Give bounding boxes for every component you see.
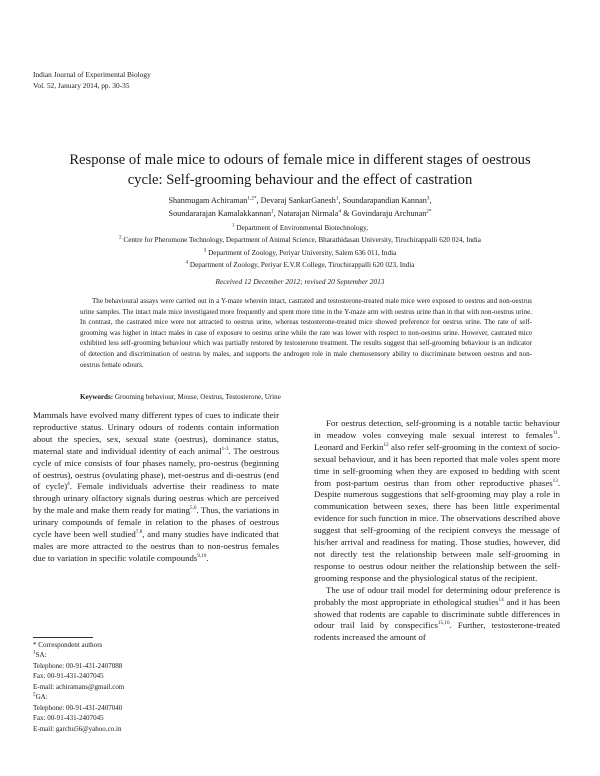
title-line-2: cycle: Self-grooming behaviour and the effect of castration (127, 172, 473, 188)
affiliations (20, 222, 580, 272)
received-dates: Received 12 December 2012; revised 20 September 2013 (215, 277, 385, 286)
citation: 5,6 (190, 505, 197, 512)
footnote-corresponding: * Correspondent authors (33, 641, 103, 649)
journal-issue: Vol. 52, January 2014, pp. 30-35 (33, 80, 130, 90)
author-affil-mark: 2* (426, 208, 432, 215)
author-line-1: Shanmugam Achiraman$^{1,2*}$, Devaraj SankarGanesh$^1$, Soundarapandian Kannan$^3$, (168, 195, 432, 205)
paragraph: Mammals have evolved many different types of cues to indicate their reproductive status. Urinary odours of rodents contain information about the species, sex, sexual state (oestrus), dominance status, maternal state and individual identity of each animal$^{1-3}$. The oestrous cycle of mice consists of four phases namely, pro-oestrus (beginning of oestrus), oestrus (ovulating phase), met-oestrus and di-oestrus (end of cycle)$^4$. Female individuals advertise their readiness to mate through urinary olfactory signals during oestrus which are perceived by the male and make them ready for mating$^{5,6}$. Thus, the variations in urinary compounds of female in relation to the phases of oestrous cycle have been well studied$^{7,8}$, and many studies have indicated that males are more attracted to the oestrus than to non-oestrus females due to variation in specific volatile compounds$^{9,10}$. (33, 410, 279, 563)
footnote-email: E-mail: achiramans@gmail.com (33, 682, 125, 691)
author-name: & Govindaraju Archunan (341, 209, 427, 218)
journal-header (33, 70, 151, 91)
keywords-label: Keywords: (80, 393, 114, 401)
affiliation-3: $^3$ Department of Zoology, Periyar University, Salem 636 011, India (203, 247, 397, 257)
citation: 1-3 (221, 445, 229, 452)
citation: 12 (383, 441, 389, 448)
citation: 14 (498, 596, 504, 603)
author-affil-mark: 1 (271, 208, 274, 215)
abstract: The behavioural assays were carried out in a Y-maze wherein intact, castrated and testosterone-treated male mice were exposed to oestrus and non-oestrus urine samples. The intact male mice investigated more frequently and spent more time in the Y-maze arm with oestrus urine than in that with non-oestrus urine. In contrast, the castrated mice were not attracted to oestrus urine, whereas testosterone-treated mice showed preference for oestrus urine. The rate of self-grooming was higher in intact males in case of exposure to oestrus urine while the rate was lower with respect to non-oestrus urine. However, castrated mice exhibited less self-grooming behaviour which was partially restored by testosterone treatment. The results suggest that self-grooming behaviour is an indicator of detection and discrimination of oestrus by males, and supports the androgen role in male chemosensory ability to discriminate between oestrus and non-oestrus female odours. (80, 297, 532, 369)
keywords (80, 393, 540, 401)
author-affil-mark: 1 (335, 195, 339, 202)
footnote-telephone: Telephone: 00-91-431-2407040 (33, 703, 123, 712)
footnote-email: E-mail: garchu56@yahoo.co.in (33, 724, 122, 733)
body-column-left (33, 410, 279, 565)
author-name: Soundararajan Kamalakkannan (168, 209, 272, 218)
affiliation-1: $^1$ Department of Environmental Biotechnology, (231, 222, 369, 232)
keywords-text: Grooming behaviour, Mouse, Oestrus, Testosterone, Urine (113, 393, 281, 401)
paragraph: For oestrus detection, self-grooming is a notable tactic behaviour in meadow voles conveying male sexual interest to females$^{11}$. Leonard and Ferkin$^{12}$ also refer self-grooming in the context of socio-sexual behaviour, and it has been reported that male voles spent more time in self-grooming when they are exposed to bedding with scent from post-partum oestrus than from other reproductive phases$^{13}$. Despite numerous suggestions that self-grooming may play a role in communication between sexes, there has been little experimental evidence for such function in mice. The observations described above suggest that self-grooming of the recipient conveys the message of his/her arrival and readiness for mating. Those studies, however, did not directly test the relationship between male self-grooming in response to oestrus odour neither the relationship between the self-grooming response and the physiological status of the recipient. (314, 418, 560, 583)
article-title (40, 150, 560, 190)
footnote-divider (33, 637, 93, 638)
author-name: Shanmugam Achiraman (168, 196, 248, 205)
citation: 4 (67, 481, 70, 488)
citation: 11 (552, 430, 558, 436)
affiliation-2: $^2$ Centre for Pheromone Technology, Department of Animal Science, Bharathidasan University, Tiruchirappalli 620 024, India (119, 235, 481, 245)
journal-name: Indian Journal of Experimental Biology (33, 70, 151, 79)
footnote-fax: Fax: 00-91-431-2407045 (33, 714, 104, 723)
citation: 9,10 (197, 552, 207, 559)
author-name: , Natarajan Nirmala (273, 209, 339, 218)
author-affil-mark: 1,2* (247, 195, 257, 202)
body-column-right (314, 418, 560, 644)
author-affil-mark: 3 (426, 195, 430, 202)
footnote-sa: $^1$SA: (33, 650, 47, 660)
author-line-2 (40, 207, 560, 220)
author-name: , Devaraj SankarGanesh (256, 196, 336, 205)
affiliation-4: $^4$ Department of Zoology, Periyar E.V.R College, Tiruchirappalli 620 023, India (185, 259, 415, 270)
paragraph: The use of odour trail model for determining odour preference is probably the most appropriate in ethological studies$^{14}$ and it has been showed that rodents are capable to discriminate subtle differences in odour trail laid by conspecifics$^{15,16}$. Further, testosterone-treated rodents increased the amount of (314, 584, 561, 643)
author-list (40, 194, 560, 220)
footnote-telephone: Telephone: 00-91-431-2407088 (33, 661, 123, 670)
footnotes (33, 640, 124, 734)
citation: 13 (552, 477, 558, 484)
citation: 7,8 (135, 529, 143, 536)
footnote-ga: $^2$GA: (33, 691, 48, 702)
footnote-fax: Fax: 00-91-431-2407045 (33, 672, 104, 681)
citation: 15,16 (437, 620, 450, 627)
author-name: , Soundarapandian Kannan (338, 196, 427, 205)
author-affil-mark: 4 (338, 208, 342, 215)
title-line-1: Response of male mice to odours of female mice in different stages of oestrous (69, 152, 531, 168)
